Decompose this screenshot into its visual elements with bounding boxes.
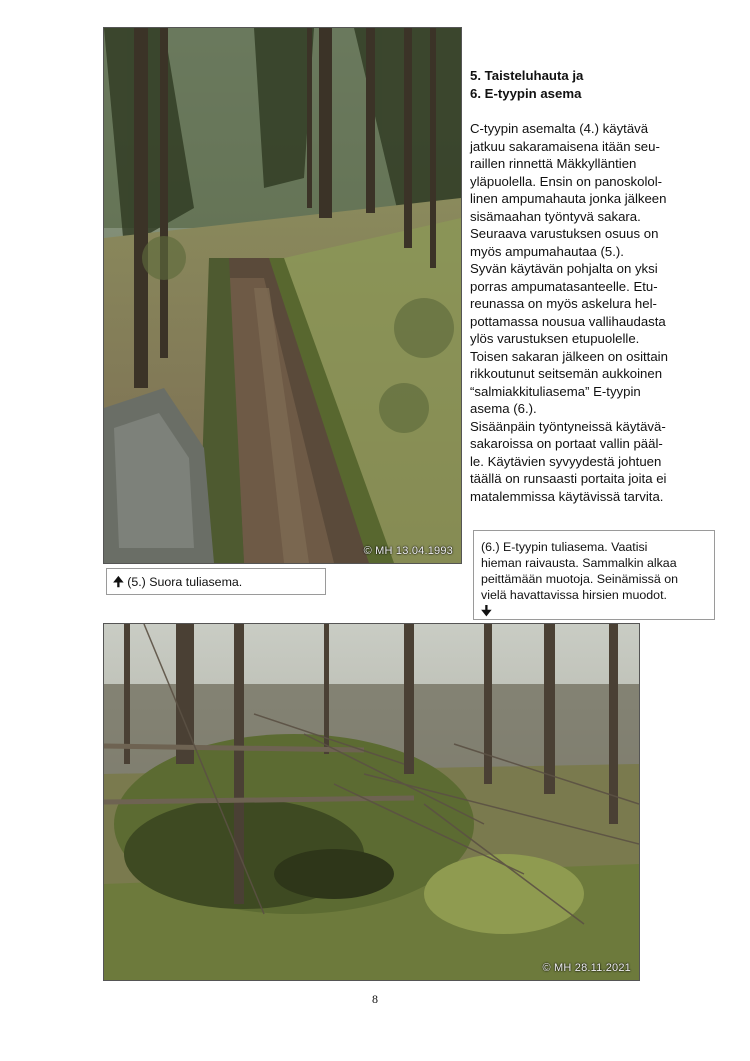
article-line: pottamassa nousua vallihaudasta [470, 313, 666, 329]
bunker-photo-image [104, 624, 639, 980]
trench-photo-image [104, 28, 461, 563]
article-line: porras ampumatasanteelle. Etu- [470, 278, 658, 294]
arrow-up-icon: 🠉 [113, 574, 124, 589]
bunker-photo [103, 623, 640, 981]
caption-line: peittämään muotoja. Seinämissä on [481, 572, 678, 586]
article-line: raillen rinnettä Mäkkylläntien [470, 156, 637, 171]
article-line: “salmiakkituliasema” E-tyypin [470, 383, 641, 399]
article-line: linen ampumahauta jonka jälkeen [470, 191, 667, 206]
article-line: ylös varustuksen etupuolelle. [470, 331, 640, 346]
article-line: sisämaahan työntyvä sakara. [470, 208, 641, 224]
caption-text: (5.) Suora tuliasema. [127, 575, 243, 589]
caption-straight-position [106, 568, 326, 595]
article-title-line: 5. Taisteluhauta ja [470, 68, 584, 83]
article-line: sakaroissa on portaat vallin pääl- [470, 436, 663, 451]
trench-photo [103, 27, 462, 564]
article-line: le. Käytävien syvyydestä johtuen [470, 453, 662, 469]
arrow-down-icon: 🠋 [481, 603, 492, 618]
page-number: 8 [372, 992, 378, 1006]
article-line: matalemmissa käytävissä tarvita. [470, 488, 664, 504]
article-line: myös ampumahautaa (5.). [470, 243, 624, 259]
article-title [470, 67, 702, 102]
caption-line: hieman raivausta. Sammalkin alkaa [481, 556, 677, 570]
photo-credit: © MH 28.11.2021 [542, 962, 631, 974]
article [470, 67, 702, 505]
article-line: Seuraava varustuksen osuus on [470, 226, 659, 241]
article-line: rikkoutunut seitsemän aukkoinen [470, 366, 663, 381]
article-line: Syvän käytävän pohjalta on yksi [470, 261, 658, 276]
article-line: reunassa on myös askelura hel- [470, 296, 657, 311]
article-line: jatkuu sakaramaisena itään seu- [470, 138, 660, 154]
caption-e-type-position [473, 530, 715, 620]
article-line: asema (6.). [470, 401, 537, 416]
article-line: C-tyypin asemalta (4.) käytävä [470, 121, 649, 136]
photo-credit: © MH 13.04.1993 [363, 545, 453, 557]
caption-line: vielä havattavissa hirsien muodot. [481, 588, 667, 602]
article-line: Sisäänpäin työntyneissä käytävä- [470, 418, 666, 434]
article-line: Toisen sakaran jälkeen on osittain [470, 348, 668, 364]
caption-line: (6.) E-tyypin tuliasema. Vaatisi [481, 540, 648, 554]
article-title-line: 6. E-tyypin asema [470, 85, 582, 101]
article-line: täällä on runsaasti portaita joita ei [470, 471, 667, 486]
article-line: yläpuolella. Ensin on panoskolol- [470, 173, 663, 189]
article-body [470, 120, 702, 505]
